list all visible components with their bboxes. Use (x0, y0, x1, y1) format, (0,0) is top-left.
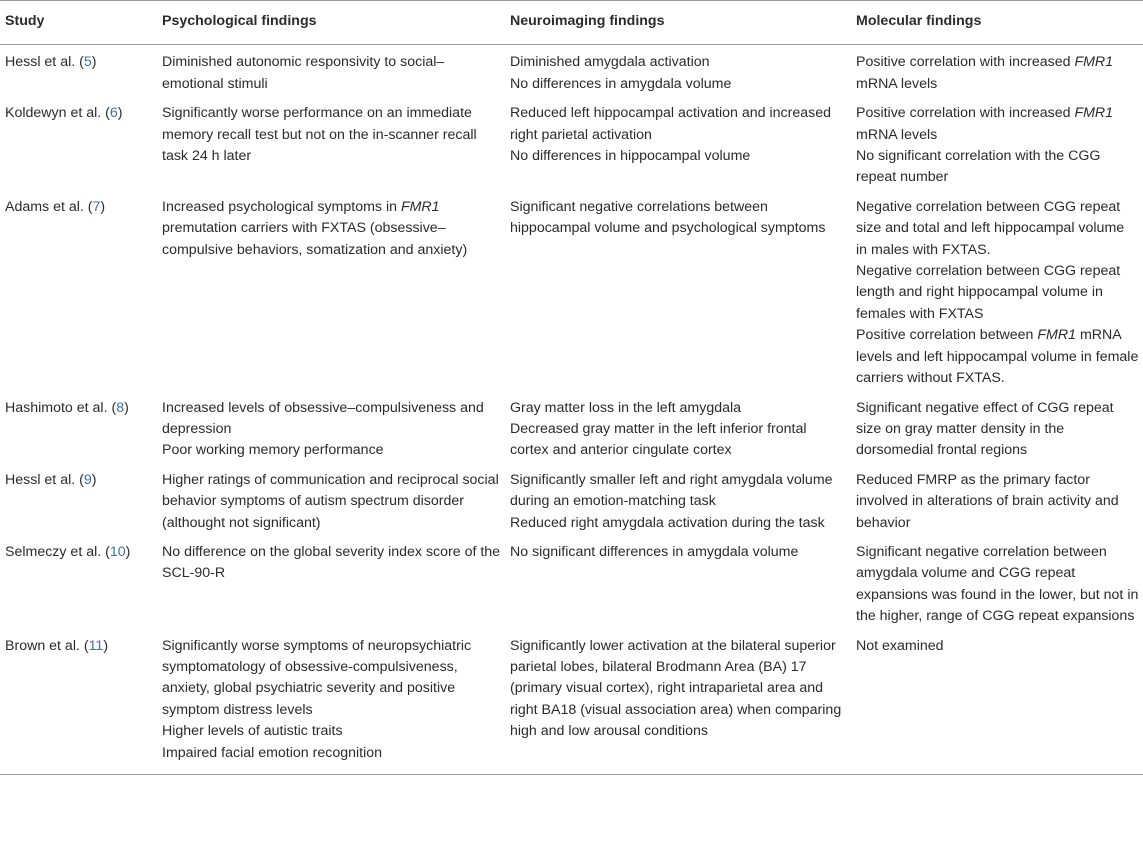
gene-name: FMR1 (1074, 54, 1114, 71)
table-row (0, 535, 1143, 629)
psychological-cell (158, 45, 506, 96)
finding-line (856, 470, 1139, 534)
study-name: Brown et al. ( (5, 637, 89, 654)
finding-text: mRNA levels (856, 126, 938, 143)
finding-line (162, 197, 502, 261)
table-row (0, 190, 1143, 391)
neuroimaging-cell (506, 535, 852, 629)
finding-line: Decreased gray matter in the left inferior frontal cortex and anterior cingulate cortex (510, 420, 807, 459)
molecular-cell (852, 190, 1143, 391)
reference-link[interactable]: 5 (83, 54, 92, 71)
psychological-cell (158, 629, 506, 775)
study-cell (0, 535, 158, 629)
finding-line (856, 52, 1139, 95)
finding-line: Diminished autonomic responsivity to social–emotional stimuli (162, 54, 445, 92)
reference-link[interactable]: 9 (83, 471, 92, 488)
table-body (0, 45, 1143, 775)
study-cell (0, 391, 158, 463)
finding-line (856, 146, 1139, 189)
neuroimaging-cell (506, 629, 852, 775)
study-paren: ) (100, 198, 106, 215)
reference-link[interactable]: 11 (88, 637, 104, 654)
finding-line: Reduced right amygdala activation during the task (510, 514, 825, 531)
finding-line: No difference on the global severity index score of the SCL-90-R (162, 543, 501, 582)
finding-text: Significant negative effect of CGG repeat size on gray matter density in the dorsomedial frontal regions (856, 399, 1114, 459)
finding-line: Significant negative correlations between hippocampal volume and psychological symptoms (510, 198, 826, 237)
gene-name: FMR1 (400, 198, 440, 215)
finding-text: Increased psychological symptoms in (162, 198, 401, 215)
study-name: Hashimoto et al. ( (5, 399, 117, 416)
finding-line: No differences in amygdala volume (510, 75, 732, 92)
finding-text: Not examined (856, 637, 944, 654)
neuroimaging-cell (506, 463, 852, 535)
study-cell (0, 463, 158, 535)
finding-line: Significantly worse symptoms of neuropsychiatric symptomatology of obsessive-compulsiveness, anxiety, global psychiatric severity and positive symptom distress levels (162, 637, 472, 718)
neuroimaging-cell (506, 45, 852, 96)
finding-line: Significantly worse performance on an immediate memory recall test but not on the in-scanner recall task 24 h later (162, 105, 477, 165)
finding-line: Diminished amygdala activation (510, 54, 710, 71)
neuroimaging-cell (506, 190, 852, 391)
header-psychological: Psychological findings (158, 1, 506, 45)
finding-line: Gray matter loss in the left amygdala (510, 399, 742, 416)
psychological-cell (158, 463, 506, 535)
reference-link[interactable]: 7 (92, 198, 101, 215)
study-paren: ) (117, 105, 123, 122)
finding-text: Reduced FMRP as the primary factor involved in alterations of brain activity and behavior (856, 471, 1119, 531)
finding-line: Significantly smaller left and right amygdala volume during an emotion-matching task (510, 471, 833, 510)
reference-link[interactable]: 10 (109, 543, 126, 560)
study-name: Hessl et al. ( (5, 54, 84, 71)
study-paren: ) (125, 543, 131, 560)
header-molecular: Molecular findings (852, 1, 1143, 45)
finding-line: Higher levels of autistic traits (162, 723, 343, 740)
study-cell (0, 96, 158, 190)
table-row (0, 96, 1143, 190)
header-study: Study (0, 1, 158, 45)
table-header (0, 1, 1143, 45)
study-name: Adams et al. ( (5, 198, 93, 215)
finding-text: Positive correlation between (856, 327, 1038, 344)
molecular-cell (852, 45, 1143, 96)
gene-name: FMR1 (1074, 105, 1114, 122)
finding-line (856, 261, 1139, 325)
table-row (0, 391, 1143, 463)
finding-line: Significantly lower activation at the bilateral superior parietal lobes, bilateral Brodmann Area (BA) 17 (primary visual cortex), right intraparietal area and right BA18 (visual association area) when comparing high and low arousal conditions (510, 637, 842, 740)
finding-line: Reduced left hippocampal activation and increased right parietal activation (510, 105, 831, 143)
header-row (0, 1, 1143, 45)
study-paren: ) (91, 471, 97, 488)
finding-text: Significant negative correlation between amygdala volume and CGG repeat expansions was found in the lower, but not in the higher, range of CGG repeat expansions (856, 543, 1139, 625)
header-neuroimaging: Neuroimaging findings (506, 1, 852, 45)
finding-text: Positive correlation with increased (856, 54, 1075, 71)
molecular-cell (852, 535, 1143, 629)
neuroimaging-cell (506, 96, 852, 190)
table-row (0, 463, 1143, 535)
reference-link[interactable]: 6 (109, 105, 118, 122)
table-row (0, 629, 1143, 775)
study-name: Koldewyn et al. ( (5, 105, 110, 122)
finding-line: No differences in hippocampal volume (510, 148, 751, 165)
finding-line (856, 542, 1139, 628)
molecular-cell (852, 629, 1143, 775)
neuroimaging-cell (506, 391, 852, 463)
psychological-cell (158, 96, 506, 190)
study-paren: ) (103, 637, 109, 654)
gene-name: FMR1 (1037, 327, 1077, 344)
psychological-cell (158, 535, 506, 629)
study-paren: ) (124, 399, 129, 416)
molecular-cell (852, 96, 1143, 190)
finding-text: mRNA levels (856, 75, 938, 92)
finding-line: Higher ratings of communication and reciprocal social behavior symptoms of autism spectrum disorder (althought not significant) (162, 471, 499, 531)
finding-line: No significant differences in amygdala volume (510, 543, 799, 560)
study-paren: ) (91, 54, 97, 71)
study-cell (0, 190, 158, 391)
finding-line (856, 398, 1139, 462)
finding-line: Poor working memory performance (162, 442, 384, 459)
study-cell (0, 629, 158, 775)
molecular-cell (852, 463, 1143, 535)
table-row (0, 45, 1143, 96)
study-cell (0, 45, 158, 96)
psychological-cell (158, 190, 506, 391)
finding-line (856, 325, 1139, 389)
finding-line (856, 197, 1139, 261)
study-name: Hessl et al. ( (5, 471, 84, 488)
finding-text: No significant correlation with the CGG repeat number (856, 148, 1101, 186)
finding-text: premutation carriers with FXTAS (obsessive–compulsive behaviors, somatization and anxiety) (162, 220, 468, 258)
finding-line: Increased levels of obsessive–compulsiveness and depression (162, 399, 484, 437)
study-name: Selmeczy et al. ( (5, 543, 110, 560)
finding-text: Negative correlation between CGG repeat length and right hippocampal volume in females with FXTAS (856, 263, 1121, 322)
finding-line (856, 103, 1139, 146)
finding-text: Negative correlation between CGG repeat size and total and left hippocampal volume in males with FXTAS. (856, 198, 1125, 258)
finding-line: Impaired facial emotion recognition (162, 744, 383, 761)
finding-text: Positive correlation with increased (856, 105, 1075, 122)
molecular-cell (852, 391, 1143, 463)
finding-line (856, 636, 1139, 657)
reference-link[interactable]: 8 (116, 399, 125, 416)
psychological-cell (158, 391, 506, 463)
finding-text: mRNA levels and left hippocampal volume in female carriers without FXTAS. (856, 327, 1139, 387)
